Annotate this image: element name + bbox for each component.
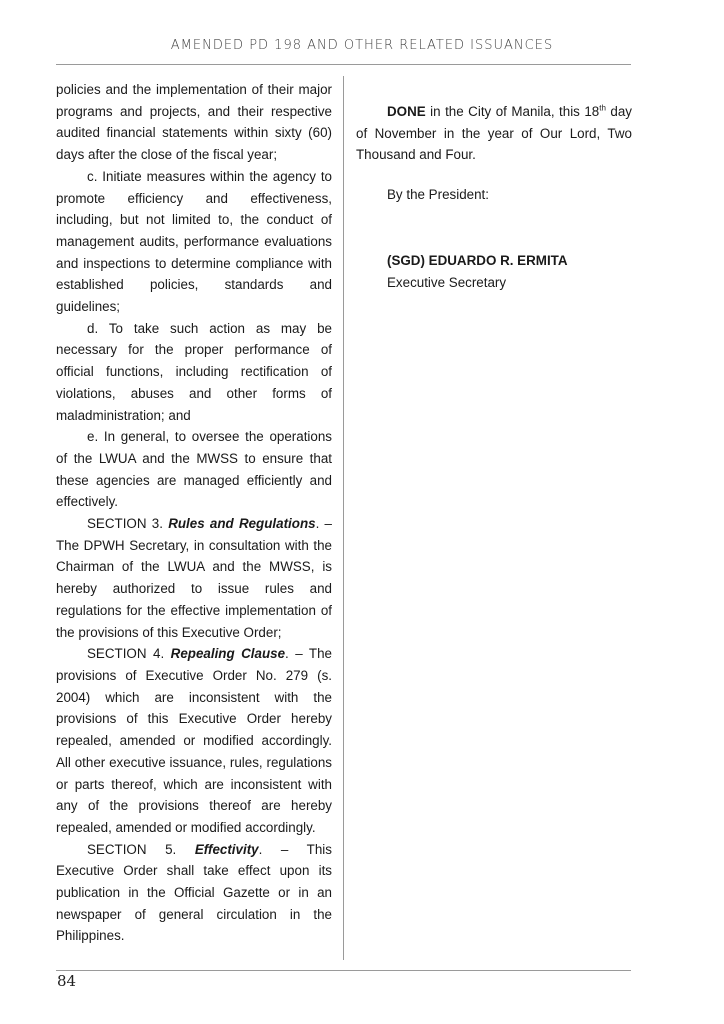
section-3-title: Rules and Regulations xyxy=(168,516,316,532)
paragraph-fiscal-year: policies and the implementation of their major programs and projects, and their respective audited financial statements within sixty (60) days after the close of the fiscal year; xyxy=(56,82,332,163)
done-text-b: day of November in the year of Our Lord, Two Thousand and Four. xyxy=(356,104,632,163)
section-5-text: . – This Executive Order shall take effect upon its publication in the Official Gazette or in an newspaper of general circulation in the Philippines. xyxy=(56,841,332,944)
column-divider xyxy=(343,76,344,960)
footer-divider xyxy=(56,970,631,971)
section-5-label: SECTION 5. xyxy=(87,841,177,857)
signatory-name: (SGD) EDUARDO R. ERMITA xyxy=(387,253,568,268)
date-suffix: th xyxy=(599,103,606,113)
done-word: DONE xyxy=(387,104,426,119)
by-the-president: By the President: xyxy=(387,187,489,202)
done-text-a: in the City of Manila, this 18 xyxy=(425,104,600,119)
paragraph-item-d: d. To take such action as may be necessary for the proper performance of official functions, including rectification of violations, abuses and other forms of maladministration; and xyxy=(56,320,332,423)
done-paragraph xyxy=(356,101,632,166)
page-number: 84 xyxy=(57,972,77,990)
section-4-text: . – The provisions of Executive Order No. 279 (s. 2004) which are inconsistent with the provisions of this Executive Order hereby repealed, amended or modified accordingly. All other executive issuance, rules, regulations or parts thereof, which are inconsistent with any of the provisions thereof are hereby repealed, amended or modified accordingly. xyxy=(56,646,332,835)
left-column xyxy=(56,79,332,947)
right-column xyxy=(356,101,632,166)
paragraph-item-e: e. In general, to oversee the operations of the LWUA and the MWSS to ensure that these agencies are managed efficiently and effectively. xyxy=(56,429,332,510)
section-4 xyxy=(56,643,332,838)
section-4-label: SECTION 4. xyxy=(87,646,165,662)
section-5-title: Effectivity xyxy=(194,841,259,857)
section-5 xyxy=(56,839,332,948)
running-header: AMENDED PD 198 AND OTHER RELATED ISSUANCES xyxy=(170,38,554,53)
paragraph-item-c: c. Initiate measures within the agency to promote efficiency and effectiveness, including, but not limited to, the conduct of management audits, performance evaluations and inspections to determine compliance with established policies, standards and guidelines; xyxy=(56,168,332,315)
section-4-title: Repealing Clause xyxy=(170,646,286,662)
section-3-text: . – The DPWH Secretary, in consultation with the Chairman of the LWUA and the MWSS, is hereby authorized to issue rules and regulations for the effective implementation of the provisions of this Executive Order; xyxy=(56,516,332,640)
header-divider xyxy=(56,64,631,65)
section-3 xyxy=(56,513,332,643)
section-3-label: SECTION 3. xyxy=(87,516,163,532)
signatory-title: Executive Secretary xyxy=(387,275,507,290)
